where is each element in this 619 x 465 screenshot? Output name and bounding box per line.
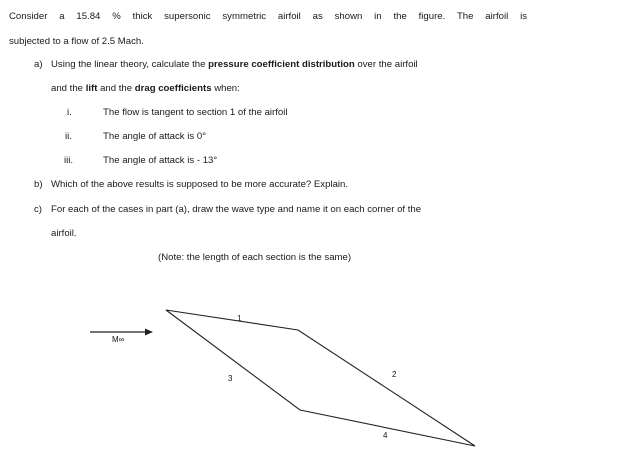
case-i-text: The flow is tangent to section 1 of the airfoil [103,107,288,118]
case-i-numeral: i. [67,107,72,118]
section-1-label: 1 [237,314,242,323]
pressure-coefficient-term: pressure coefficient distribution [208,59,355,70]
drag-coefficients-term: drag coefficients [134,83,212,94]
section-length-note: (Note: the length of each section is the same) [158,252,352,263]
intro-line-1: Consider a 15.84 % thick supersonic symmetric airfoil as shown in the figure. The airfoil is [9,11,527,22]
part-a-text-4: and the [97,83,135,94]
case-ii-numeral: ii. [65,131,72,142]
section-3-label: 3 [228,374,233,383]
freestream-mach-label: M∞ [112,335,125,344]
part-a-text-3: and the [51,83,86,94]
section-2-label: 2 [392,370,397,379]
section-4-label: 4 [383,431,388,440]
part-b-text: Which of the above results is supposed to be more accurate? Explain. [51,179,349,190]
lift-term: lift [85,83,98,94]
intro-line-2: subjected to a flow of 2.5 Mach. [9,36,144,47]
part-c-line-2: airfoil. [51,228,77,239]
part-a-text-1: Using the linear theory, calculate the [51,59,209,70]
case-ii-text: The angle of attack is 0° [103,131,207,142]
part-c-marker: c) [34,204,42,215]
part-c-line-1: For each of the cases in part (a), draw the wave type and name it on each corner of the [51,204,422,215]
part-a-text-5: when: [211,83,240,94]
part-a-text-2: over the airfoil [354,59,418,70]
case-iii-numeral: iii. [64,155,74,166]
part-b-marker: b) [34,179,43,190]
case-iii-text: The angle of attack is - 13° [103,155,218,166]
airfoil-outline [166,310,475,446]
part-a-marker: a) [34,59,43,70]
